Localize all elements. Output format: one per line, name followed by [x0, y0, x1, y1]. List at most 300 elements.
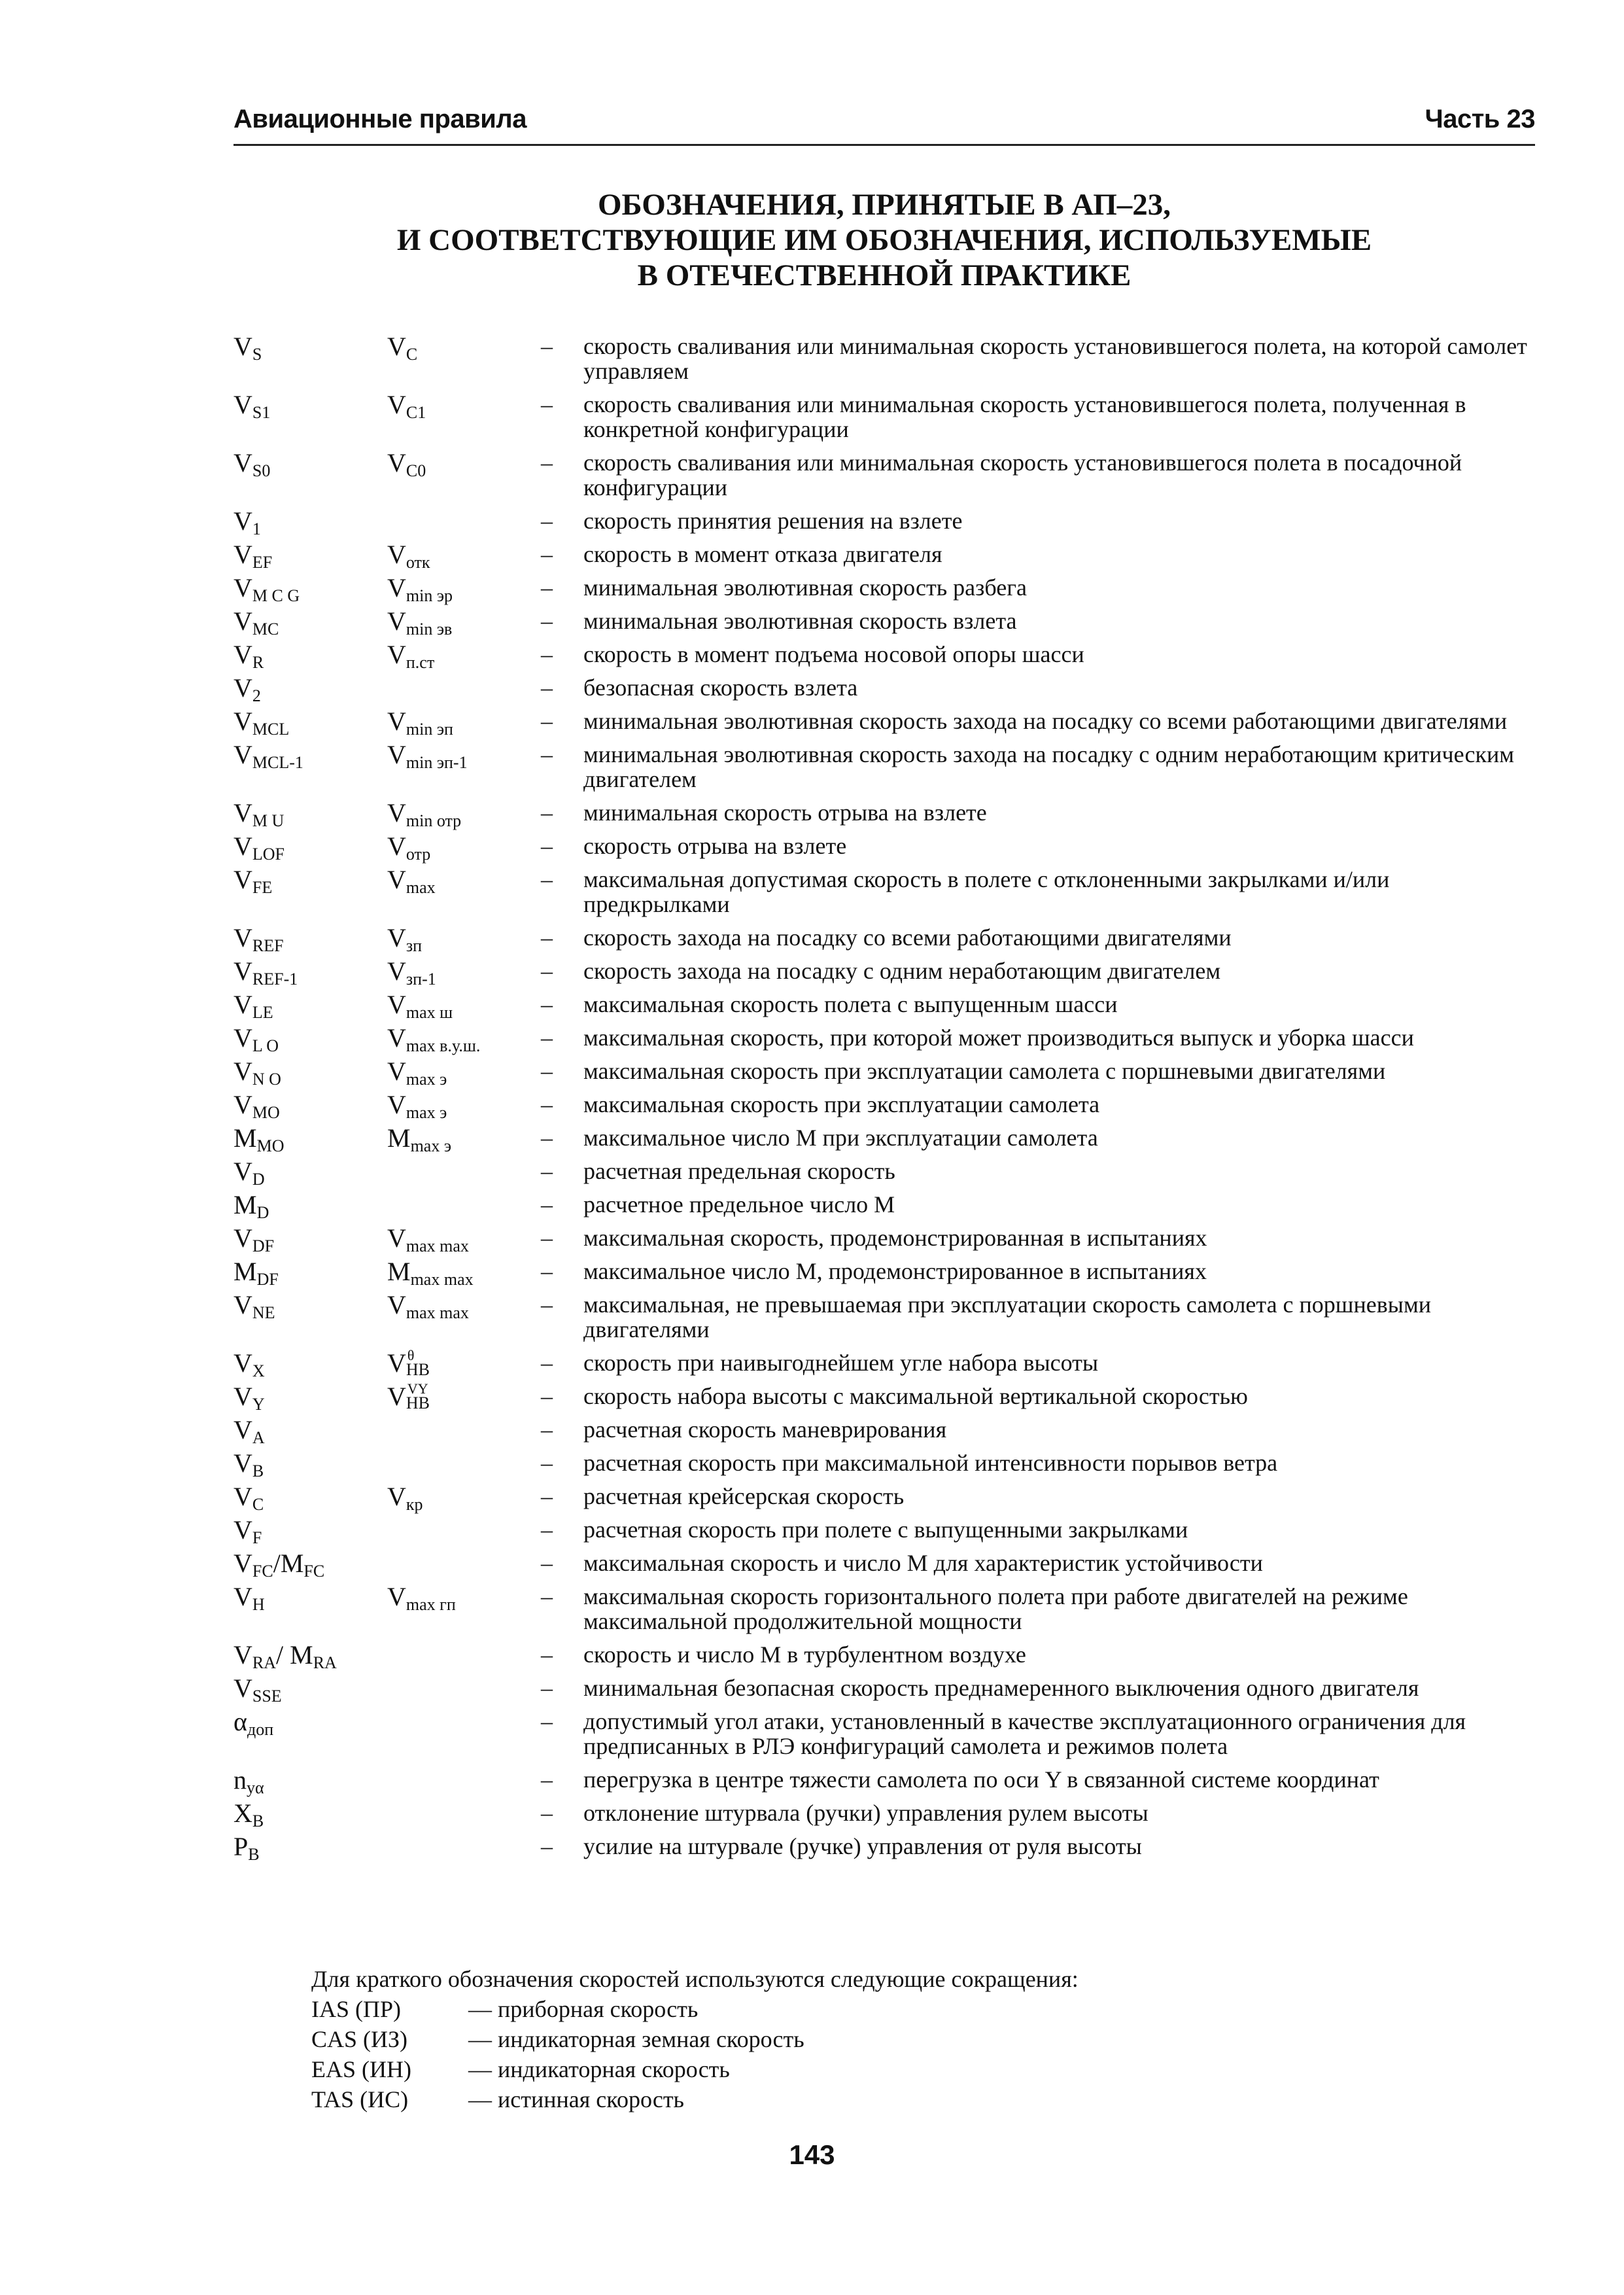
definition-row	[233, 867, 1542, 917]
abbreviation-description: — истинная скорость	[468, 2086, 684, 2112]
title-line-2: И СООТВЕТСТВУЮЩИЕ ИМ ОБОЗНАЧЕНИЯ, ИСПОЛЬЗУЕМЫЕ	[396, 223, 1372, 257]
ap23-symbol	[233, 673, 261, 705]
abbreviation-description: — индикаторная земная скорость	[468, 2026, 804, 2052]
ap23-symbol	[233, 1448, 264, 1480]
definition-row	[233, 990, 1542, 1022]
symbol-subscript: MCL	[252, 720, 290, 739]
definition-text: расчетное предельное число М	[583, 1191, 895, 1218]
ap23-symbol	[233, 1482, 264, 1514]
ap23-symbol	[233, 1382, 265, 1414]
definition-row	[233, 832, 1542, 864]
symbol-base: V	[233, 1090, 252, 1119]
definition-row	[233, 334, 1542, 383]
symbol-subscript: RA	[252, 1653, 277, 1672]
definition-text: скорость захода на посадку со всеми работающими двигателями	[583, 924, 1232, 951]
symbol-base: V	[233, 832, 252, 861]
definition-row	[233, 450, 1542, 500]
ap23-symbol	[233, 707, 290, 739]
definition-row	[233, 1347, 1542, 1380]
dash-separator: –	[541, 1091, 553, 1117]
ap23-symbol	[233, 573, 300, 605]
symbol-base: V	[233, 1057, 252, 1086]
dash-separator: –	[541, 1416, 553, 1443]
symbol-base: M	[233, 1190, 257, 1219]
dash-separator: –	[541, 1800, 553, 1826]
symbol-base: V	[387, 1057, 406, 1086]
symbol-subscript: min эп-1	[406, 753, 468, 772]
title-line-1: ОБОЗНАЧЕНИЯ, ПРИНЯТЫЕ В АП–23,	[597, 188, 1171, 222]
definition-row	[233, 1448, 1542, 1480]
symbol-base-second: / M	[276, 1640, 313, 1670]
definition-row	[233, 1584, 1542, 1634]
definition-row	[233, 1380, 1542, 1414]
ap23-symbol	[233, 1190, 269, 1222]
symbol-subscript: зп	[406, 936, 423, 955]
domestic-symbol	[387, 798, 462, 830]
symbol-base: V	[387, 832, 406, 861]
definition-text: скорость захода на посадку с одним неработающим двигателем	[583, 958, 1221, 984]
definition-text: отклонение штурвала (ручки) управления рулем высоты	[583, 1800, 1149, 1826]
definition-row	[233, 707, 1542, 739]
definition-text: минимальная эволютивная скорость разбега	[583, 574, 1027, 601]
definition-row	[233, 1549, 1542, 1581]
symbol-superscript: θ	[407, 1347, 415, 1363]
symbol-subscript: кр	[406, 1495, 423, 1514]
symbol-subscript: max max	[406, 1236, 469, 1255]
abbreviation-code: CAS (ИЗ)	[311, 2026, 408, 2052]
definition-text: скорость сваливания или минимальная скорость установившегося полета в посадочной конфигурации	[583, 449, 1462, 500]
definition-row	[233, 1482, 1542, 1514]
symbol-base: V	[387, 606, 406, 636]
symbol-subscript: EF	[252, 553, 273, 572]
symbol-subscript: X	[252, 1361, 265, 1380]
definition-text: скорость сваливания или минимальная скорость установившегося полета, на которой самолет управляем	[583, 333, 1527, 384]
dash-separator: –	[541, 1350, 553, 1376]
symbol-base: V	[233, 1448, 252, 1478]
symbol-stacked-index	[406, 1347, 445, 1379]
dash-separator: –	[541, 1450, 553, 1476]
definition-row	[233, 573, 1542, 605]
title-line-3: В ОТЕЧЕСТВЕННОЙ ПРАКТИКЕ	[637, 258, 1132, 292]
dash-separator: –	[541, 1516, 553, 1543]
dash-separator: –	[541, 1708, 553, 1734]
definition-row	[233, 673, 1542, 705]
definition-row	[233, 392, 1542, 442]
domestic-symbol	[387, 1290, 469, 1322]
ap23-symbol	[233, 1348, 265, 1380]
definition-text: максимальная скорость и число М для характеристик устойчивости	[583, 1550, 1263, 1576]
symbol-base: V	[233, 740, 252, 769]
symbol-base: V	[387, 1090, 406, 1119]
ap23-symbol	[233, 332, 262, 364]
definition-row	[233, 1515, 1542, 1547]
definition-row	[233, 1023, 1542, 1055]
symbol-subscript: SSE	[252, 1687, 282, 1706]
symbol-base: V	[233, 1415, 252, 1445]
definition-text: максимальная скорость, при которой может производиться выпуск и уборка шасси	[583, 1025, 1414, 1051]
symbol-subscript-second: FC	[303, 1562, 325, 1581]
definition-text: усилие на штурвале (ручке) управления от руля высоты	[583, 1833, 1142, 1859]
domestic-symbol	[387, 865, 436, 897]
dash-separator: –	[541, 1058, 553, 1084]
symbol-base: V	[387, 1223, 406, 1253]
dash-separator: –	[541, 1025, 553, 1051]
symbol-subscript: MO	[256, 1136, 285, 1155]
abbreviations-intro: Для краткого обозначения скоростей используются следующие сокращения:	[311, 1966, 1079, 1992]
definition-row	[233, 1157, 1542, 1189]
dash-separator: –	[541, 1483, 553, 1509]
dash-separator: –	[541, 924, 553, 951]
symbol-subscript: max в.у.ш.	[406, 1036, 481, 1055]
symbol-base: V	[387, 448, 406, 478]
symbol-base: V	[387, 1290, 406, 1320]
dash-separator: –	[541, 1583, 553, 1609]
symbol-base: V	[233, 1223, 252, 1253]
symbol-subscript: C0	[406, 461, 426, 480]
abbreviation-code: IAS (ПР)	[311, 1996, 402, 2022]
symbol-base: V	[233, 1482, 252, 1511]
dash-separator: –	[541, 799, 553, 826]
domestic-symbol	[387, 1223, 469, 1255]
symbol-base: V	[233, 956, 252, 986]
symbol-base: V	[387, 640, 406, 669]
definition-text: максимальная скорость горизонтального полета при работе двигателей на режиме максимальной продолжительной мощности	[583, 1583, 1408, 1634]
definition-text: скорость в момент подъема носовой опоры шасси	[583, 641, 1084, 667]
definition-text: скорость отрыва на взлете	[583, 833, 847, 859]
definition-row	[233, 1832, 1542, 1864]
symbol-subscript: S	[252, 345, 262, 364]
definitions-list	[233, 334, 1542, 1867]
definition-row	[233, 1123, 1542, 1155]
definition-row	[233, 1257, 1542, 1289]
symbol-subscript: Y	[252, 1395, 265, 1414]
ap23-symbol	[233, 1832, 260, 1864]
dash-separator: –	[541, 958, 553, 984]
definition-text: расчетная крейсерская скорость	[583, 1483, 905, 1509]
domestic-symbol	[387, 707, 453, 739]
definition-text: максимальное число М при эксплуатации самолета	[583, 1125, 1098, 1151]
definition-row	[233, 1090, 1542, 1122]
ap23-symbol	[233, 1515, 262, 1547]
symbol-base: α	[233, 1707, 247, 1736]
symbol-base: V	[387, 1482, 406, 1511]
definition-text: скорость в момент отказа двигателя	[583, 541, 942, 567]
symbol-subscript: отк	[406, 553, 430, 572]
symbol-base: V	[233, 332, 252, 361]
symbol-base: M	[233, 1123, 257, 1153]
symbol-base: V	[387, 956, 406, 986]
symbol-subscript: MCL-1	[252, 753, 303, 772]
definition-text: минимальная эволютивная скорость захода на посадку с одним неработающим критическим двигателем	[583, 741, 1515, 792]
symbol-subscript: FC	[252, 1562, 273, 1581]
dash-separator: –	[541, 1833, 553, 1859]
symbol-subscript: 1	[252, 519, 261, 538]
symbol-subscript: max э	[406, 1070, 447, 1089]
dash-separator: –	[541, 1225, 553, 1251]
definition-text: расчетная скорость при полете с выпущенными закрылками	[583, 1516, 1188, 1543]
ap23-symbol	[233, 1023, 279, 1055]
page-number: 143	[789, 2139, 835, 2170]
symbol-base: n	[233, 1765, 247, 1795]
symbol-subscript: зп-1	[406, 970, 436, 989]
definition-row	[233, 1190, 1542, 1222]
symbol-subscript: B	[248, 1845, 260, 1864]
definition-text: допустимый угол атаки, установленный в качестве эксплуатационного ограничения для предписанных в РЛЭ конфигураций самолета и режимов полета	[583, 1708, 1466, 1759]
symbol-subscript: min эп	[406, 720, 453, 739]
domestic-symbol	[387, 956, 436, 989]
header-document-name: Авиационные правила	[233, 105, 527, 133]
dash-separator: –	[541, 741, 553, 767]
abbreviations-block	[311, 1964, 1079, 2114]
page-title	[233, 187, 1535, 293]
symbol-base: V	[233, 1549, 252, 1578]
ap23-symbol	[233, 1765, 264, 1797]
ap23-symbol	[233, 1707, 274, 1739]
dash-separator: –	[541, 674, 553, 701]
definition-row	[233, 1673, 1542, 1706]
symbol-subscript: D	[256, 1203, 269, 1222]
definition-text: максимальная допустимая скорость в полете с отклоненными закрылками и/или предкрылками	[583, 866, 1390, 917]
dash-separator: –	[541, 1291, 553, 1318]
symbol-base: V	[233, 673, 252, 703]
symbol-base: V	[387, 990, 406, 1019]
symbol-base: V	[233, 640, 252, 669]
definition-text: расчетная скорость при максимальной интенсивности порывов ветра	[583, 1450, 1278, 1476]
symbol-subscript: yα	[247, 1778, 264, 1797]
symbol-base: V	[387, 390, 406, 419]
symbol-base: V	[233, 865, 252, 894]
ap23-symbol	[233, 832, 285, 864]
dash-separator: –	[541, 1550, 553, 1576]
symbol-base: V	[387, 540, 406, 569]
dash-separator: –	[541, 1158, 553, 1184]
symbol-base: V	[387, 1023, 406, 1053]
symbol-subscript: C	[406, 345, 418, 364]
ap23-symbol	[233, 956, 298, 989]
domestic-symbol	[387, 740, 468, 772]
ap23-symbol	[233, 1640, 337, 1672]
definition-row	[233, 606, 1542, 639]
domestic-symbol	[387, 573, 453, 605]
dash-separator: –	[541, 991, 553, 1017]
dash-separator: –	[541, 1383, 553, 1409]
domestic-symbol	[387, 332, 418, 364]
symbol-base: V	[387, 1382, 406, 1411]
definition-text: максимальная скорость полета с выпущенным шасси	[583, 991, 1118, 1017]
domestic-symbol	[387, 390, 426, 422]
definition-text: скорость сваливания или минимальная скорость установившегося полета, полученная в конкретной конфигурации	[583, 391, 1466, 442]
symbol-base: V	[387, 798, 406, 828]
symbol-base: P	[233, 1832, 249, 1861]
ap23-symbol	[233, 640, 264, 672]
dash-separator: –	[541, 541, 553, 567]
symbol-base: V	[233, 1157, 252, 1186]
definition-row	[233, 1798, 1542, 1831]
symbol-subscript: HB	[406, 1393, 430, 1412]
definition-row	[233, 956, 1542, 989]
definition-row	[233, 1223, 1542, 1255]
symbol-subscript: H	[252, 1595, 265, 1614]
definition-text: минимальная скорость отрыва на взлете	[583, 799, 987, 826]
definition-text: максимальная скорость при эксплуатации самолета с поршневыми двигателями	[583, 1058, 1386, 1084]
ap23-symbol	[233, 1123, 285, 1155]
running-header	[233, 103, 1535, 146]
definition-row	[233, 506, 1542, 538]
symbol-base: M	[233, 1257, 257, 1286]
symbol-subscript: C	[252, 1495, 264, 1514]
symbol-subscript: F	[252, 1528, 262, 1547]
symbol-subscript: C1	[406, 403, 426, 422]
symbol-base: V	[233, 573, 252, 603]
symbol-base: V	[387, 865, 406, 894]
symbol-base: V	[233, 707, 252, 736]
header-part-number: Часть 23	[1425, 105, 1535, 133]
definition-row	[233, 1640, 1542, 1672]
definition-text: расчетная предельная скорость	[583, 1158, 895, 1184]
symbol-subscript: max ш	[406, 1003, 453, 1022]
symbol-base: V	[233, 390, 252, 419]
ap23-symbol	[233, 990, 273, 1022]
dash-separator: –	[541, 1675, 553, 1701]
symbol-base: V	[233, 798, 252, 828]
symbol-base: V	[233, 1515, 252, 1545]
symbol-base: V	[233, 1023, 252, 1053]
symbol-base: M	[387, 1257, 411, 1286]
symbol-subscript: B	[252, 1812, 264, 1831]
definition-text: скорость набора высоты с максимальной вертикальной скоростью	[583, 1383, 1248, 1409]
definition-row	[233, 540, 1542, 572]
dash-separator: –	[541, 1641, 553, 1668]
ap23-symbol	[233, 448, 271, 480]
ap23-symbol	[233, 1549, 325, 1581]
definition-text: скорость и число М в турбулентном воздухе	[583, 1641, 1026, 1668]
symbol-base-second: /M	[273, 1549, 304, 1578]
symbol-subscript: A	[252, 1428, 265, 1447]
definition-row	[233, 742, 1542, 792]
symbol-base: X	[233, 1798, 252, 1828]
symbol-subscript: R	[252, 653, 264, 672]
domestic-symbol	[387, 1380, 445, 1412]
domestic-symbol	[387, 1057, 447, 1089]
symbol-subscript: N O	[252, 1070, 281, 1089]
symbol-subscript: B	[252, 1462, 264, 1480]
symbol-subscript: 2	[252, 686, 261, 705]
symbol-subscript: LE	[252, 1003, 273, 1022]
definition-text: максимальная скорость при эксплуатации самолета	[583, 1091, 1100, 1117]
symbol-subscript: DF	[256, 1270, 279, 1289]
symbol-subscript: max э	[410, 1136, 452, 1155]
dash-separator: –	[541, 608, 553, 634]
ap23-symbol	[233, 1090, 280, 1122]
symbol-subscript: M C G	[252, 586, 300, 605]
symbol-subscript-second: RA	[313, 1653, 337, 1672]
ap23-symbol	[233, 1223, 275, 1255]
symbol-base: V	[387, 740, 406, 769]
dash-separator: –	[541, 1766, 553, 1793]
symbol-base: V	[233, 1290, 252, 1320]
symbol-base: V	[233, 1640, 252, 1670]
symbol-base: V	[233, 1582, 252, 1611]
symbol-base: V	[387, 332, 406, 361]
dash-separator: –	[541, 508, 553, 534]
ap23-symbol	[233, 1290, 275, 1322]
definition-text: скорость при наивыгоднейшем угле набора высоты	[583, 1350, 1099, 1376]
definition-row	[233, 640, 1542, 672]
symbol-base: V	[387, 1582, 406, 1611]
domestic-symbol	[387, 832, 431, 864]
dash-separator: –	[541, 449, 553, 476]
definition-row	[233, 1709, 1542, 1759]
domestic-symbol	[387, 1090, 447, 1122]
dash-separator: –	[541, 391, 553, 417]
ap23-symbol	[233, 1157, 265, 1189]
dash-separator: –	[541, 708, 553, 734]
symbol-subscript: max э	[406, 1103, 447, 1122]
dash-separator: –	[541, 866, 553, 892]
symbol-subscript: отр	[406, 845, 431, 864]
symbol-subscript: max	[406, 878, 436, 897]
definition-row	[233, 1415, 1542, 1447]
ap23-symbol	[233, 390, 271, 422]
dash-separator: –	[541, 333, 553, 359]
definition-text: минимальная безопасная скорость преднамеренного выключения одного двигателя	[583, 1675, 1419, 1701]
symbol-subscript: M U	[252, 811, 285, 830]
symbol-subscript: LOF	[252, 845, 285, 864]
symbol-base: V	[233, 1673, 252, 1703]
ap23-symbol	[233, 1673, 282, 1706]
abbreviation-description: — приборная скорость	[468, 1996, 699, 2022]
dash-separator: –	[541, 1125, 553, 1151]
symbol-subscript: MO	[252, 1103, 280, 1122]
symbol-subscript: min эр	[406, 586, 453, 605]
definition-text: скорость принятия решения на взлете	[583, 508, 963, 534]
symbol-subscript: max max	[406, 1303, 469, 1322]
definition-text: минимальная эволютивная скорость захода на посадку со всеми работающими двигателями	[583, 708, 1508, 734]
symbol-base: V	[233, 990, 252, 1019]
domestic-symbol	[387, 1347, 445, 1379]
dash-separator: –	[541, 1258, 553, 1284]
symbol-subscript: HB	[406, 1360, 430, 1379]
symbol-base: V	[387, 707, 406, 736]
definition-text: безопасная скорость взлета	[583, 674, 858, 701]
symbol-subscript: max гп	[406, 1595, 456, 1614]
symbol-subscript: DF	[252, 1236, 275, 1255]
domestic-symbol	[387, 1582, 456, 1614]
domestic-symbol	[387, 990, 453, 1022]
symbol-stacked-index	[406, 1380, 445, 1412]
domestic-symbol	[387, 923, 423, 955]
definition-text: расчетная скорость маневрирования	[583, 1416, 947, 1443]
ap23-symbol	[233, 740, 303, 772]
ap23-symbol	[233, 1415, 265, 1447]
dash-separator: –	[541, 574, 553, 601]
abbreviation-row	[311, 2084, 1079, 2114]
definition-row	[233, 1765, 1542, 1797]
dash-separator: –	[541, 833, 553, 859]
symbol-subscript: NE	[252, 1303, 275, 1322]
definition-text: минимальная эволютивная скорость взлета	[583, 608, 1017, 634]
ap23-symbol	[233, 606, 279, 639]
ap23-symbol	[233, 506, 261, 538]
ap23-symbol	[233, 1057, 281, 1089]
abbreviation-code: TAS (ИС)	[311, 2086, 409, 2112]
symbol-superscript: VY	[407, 1380, 428, 1397]
definition-row	[233, 798, 1542, 830]
symbol-subscript: S0	[252, 461, 271, 480]
definition-row	[233, 923, 1542, 955]
symbol-base: V	[387, 573, 406, 603]
domestic-symbol	[387, 1023, 481, 1055]
